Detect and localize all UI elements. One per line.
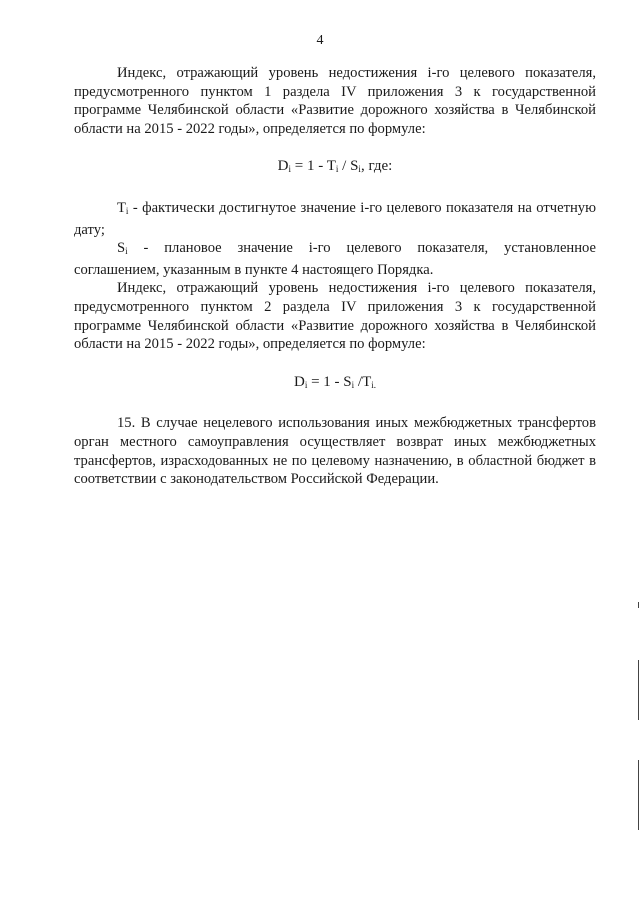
formula-1-tail: , где: — [360, 158, 393, 175]
definition-s-sub: i — [125, 246, 128, 257]
formula-2-div: / — [354, 373, 363, 390]
scan-edge-mark — [638, 602, 639, 608]
paragraph-15: 15. В случае нецелевого использования иных межбюджетных трансфертов орган местного самоуправления осуществляет возврат иных межбюджетных трансфертов, израсходованных не по целевому назначению, в областной бюджет в соответствии с законодательством Российской Федерации. — [74, 415, 596, 488]
formula-1-d: D — [277, 158, 289, 175]
paragraph-index-1: Индекс, отражающий уровень недостижения i-го целевого показателя, предусмотренного пунктом 1 раздела IV приложения 3 к государственной программе Челябинской области «Развитие дорожного хозяйства в Челябинской области на 2015 - 2022 годы», определяется по формуле: — [74, 65, 596, 137]
formula-1-d-sub: i — [288, 164, 292, 175]
formula-2 — [74, 373, 596, 395]
formula-1-s-sub: i — [358, 164, 361, 175]
formula-1 — [74, 157, 596, 179]
definition-s — [74, 239, 596, 279]
definition-s-symbol: S — [117, 240, 126, 257]
formula-2-t-sub: i. — [371, 379, 377, 390]
definition-t-text: - фактически достигнутое значение i-го целевого показателя на отчетную дату; — [74, 199, 596, 238]
formula-1-s: S — [350, 158, 359, 175]
formula-2-s-sub: i — [351, 379, 355, 390]
formula-2-d-sub: i — [304, 379, 308, 390]
formula-2-eq: = 1 - — [307, 373, 344, 390]
formula-1-div: / — [338, 158, 351, 175]
formula-1-t-sub: i — [335, 164, 339, 175]
definition-t — [74, 199, 596, 239]
definition-t-sub: i — [125, 205, 129, 216]
definition-s-text: - плановое значение i-го целевого показателя, установленное соглашением, указанным в пункте 4 настоящего Порядка. — [74, 240, 596, 278]
document-body — [74, 64, 596, 489]
formula-2-d: D — [293, 373, 305, 390]
formula-1-eq: = 1 - — [291, 158, 327, 175]
page-number: 4 — [316, 33, 324, 48]
paragraph-index-2: Индекс, отражающий уровень недостижения i-го целевого показателя, предусмотренного пунктом 2 раздела IV приложения 3 к государственной программе Челябинской области «Развитие дорожного хозяйства в Челябинской области на 2015 - 2022 годы», определяется по формуле: — [74, 280, 596, 353]
formula-2-t: T — [362, 373, 372, 390]
formula-2-s: S — [343, 373, 352, 390]
definition-t-symbol: T — [117, 199, 126, 216]
formula-1-t: T — [326, 158, 336, 175]
scan-edge-mark — [638, 660, 639, 720]
scan-edge-mark — [638, 760, 639, 830]
